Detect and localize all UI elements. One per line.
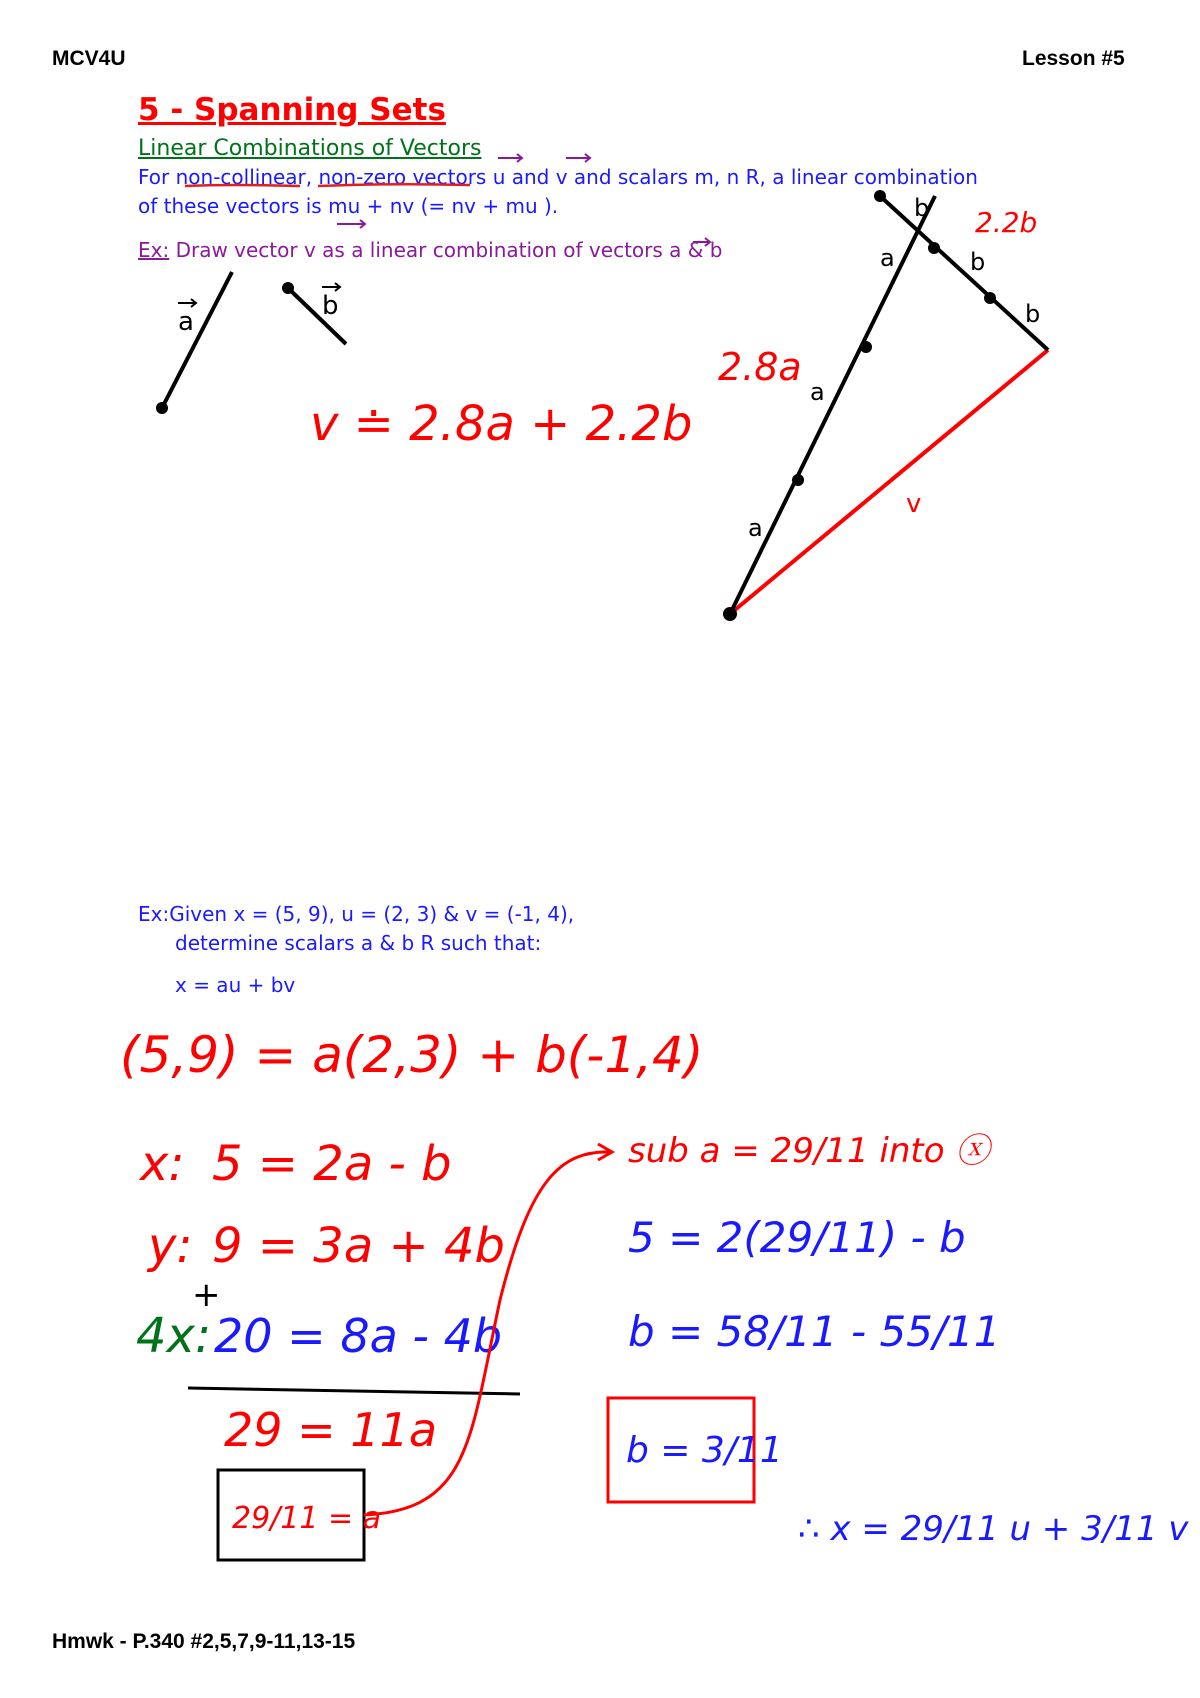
solution-x-equation: 5 = 2a - b — [212, 1136, 452, 1192]
arrow-over-a-ex — [693, 238, 710, 246]
vector-b-label: b — [322, 291, 339, 321]
solution-b-step-1: 5 = 2(29/11) - b — [628, 1213, 966, 1262]
diagram-point — [792, 474, 804, 486]
diagram-label-a: a — [748, 514, 763, 542]
diagram-point — [984, 292, 996, 304]
homework-line: Hmwk - P.340 #2,5,7,9-11,13-15 — [52, 1630, 356, 1653]
page-title: 5 - Spanning Sets — [138, 92, 446, 128]
diagram-label-2-8a: 2.8a — [718, 345, 802, 389]
substitution-note: sub a = 29/11 into ⓧ — [628, 1131, 990, 1171]
diagram-point — [874, 190, 886, 202]
lesson-number: Lesson #5 — [1022, 47, 1125, 70]
diagram-label-2-2b: 2.2b — [975, 206, 1038, 239]
solution-4x-label: 4x: — [136, 1308, 212, 1364]
diagram-label-b: b — [914, 194, 930, 222]
course-code: MCV4U — [52, 47, 126, 70]
diagram-label-a: a — [810, 378, 825, 406]
diagram-label-b: b — [1025, 300, 1041, 328]
example-2-line-2: determine scalars a & b R such that: — [175, 931, 542, 955]
underline-non-collinear — [185, 185, 300, 186]
section-subtitle: Linear Combinations of Vectors — [138, 136, 482, 161]
definition-line-1: For non-collinear, non-zero vectors u and v and scalars m, n R, a linear combination — [138, 165, 978, 189]
solution-plus-sign: + — [192, 1275, 221, 1315]
diagram-label-a: a — [880, 244, 895, 272]
diagram-point — [723, 607, 737, 621]
vector-v-line — [730, 350, 1048, 614]
solution-boxed-b: b = 3/11 — [626, 1430, 783, 1471]
solution-boxed-a: 29/11 = a — [232, 1501, 382, 1536]
solution-y-equation: 9 = 3a + 4b — [212, 1218, 505, 1274]
example-1-label: Ex: — [138, 238, 170, 262]
handwritten-underlines — [185, 184, 470, 186]
definition-line-2: of these vectors is mu + nv (= nv + mu ). — [138, 194, 559, 218]
solution-conclusion: ∴ x = 29/11 u + 3/11 v — [798, 1509, 1189, 1549]
example-1-text: Draw vector v as a linear combination of vectors a & b — [169, 238, 723, 262]
solution-sum-equation: 29 = 11a — [224, 1403, 438, 1457]
vector-arrows-definition — [337, 154, 710, 246]
diagram-point — [860, 341, 872, 353]
vector-b — [282, 282, 346, 344]
vector-a — [156, 272, 232, 414]
diagram-label-b: b — [970, 248, 986, 276]
chain-2-8a — [730, 196, 935, 614]
solution-4x-equation: 20 = 8a - 4b — [214, 1309, 503, 1363]
solution-main-equation: (5,9) = a(2,3) + b(-1,4) — [120, 1026, 704, 1084]
vector-a-label: a — [178, 307, 194, 337]
vector-diagram — [718, 190, 1048, 621]
solution-x-label: x: — [140, 1136, 185, 1192]
solution-b-step-2: b = 58/11 - 55/11 — [628, 1307, 1001, 1356]
diagram-label-v: v — [906, 489, 922, 519]
handwritten-linear-combination: v ≐ 2.8a + 2.2b — [310, 396, 693, 452]
arrow-over-v — [566, 154, 590, 162]
handwritten-solution — [120, 1026, 1189, 1560]
sum-line — [188, 1388, 520, 1394]
arrow-over-v-ex — [337, 220, 365, 228]
example-2-line-3: x = au + bv — [175, 973, 296, 997]
arrow-over-u — [498, 154, 522, 162]
underline-non-zero — [318, 184, 470, 186]
example-2-line-1: Ex:Given x = (5, 9), u = (2, 3) & v = (-1, 4), — [138, 902, 575, 926]
solution-y-label: y: — [148, 1218, 193, 1274]
